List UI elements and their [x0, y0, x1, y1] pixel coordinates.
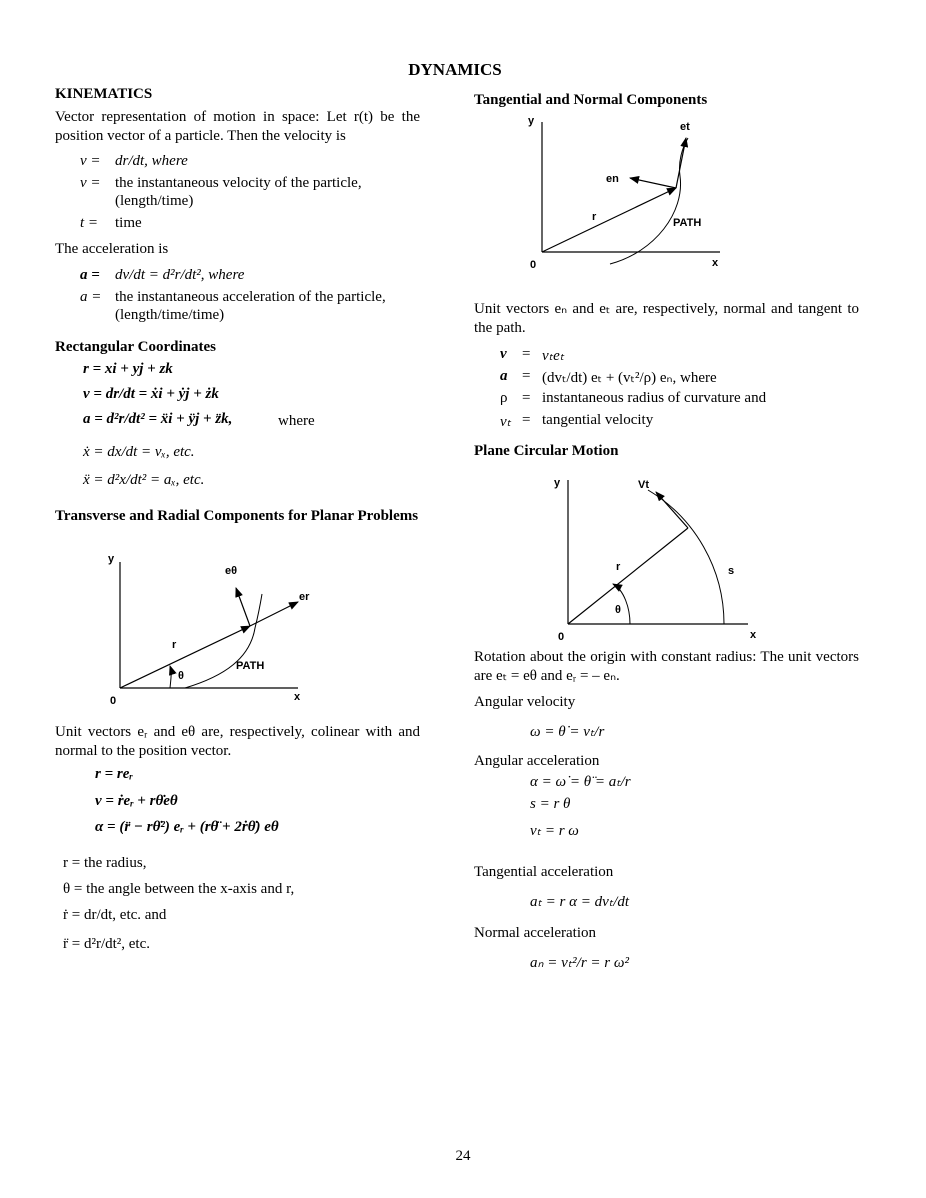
en-vector — [630, 178, 676, 188]
def-symbol-value: v — [500, 346, 507, 362]
def-symbol-value: a — [500, 368, 508, 384]
ang-vel-label: Angular velocity — [474, 694, 576, 710]
etheta-vector — [236, 588, 250, 626]
note-radius: r = the radius, — [63, 855, 147, 871]
en-label: en — [606, 173, 619, 185]
path-curve — [185, 594, 265, 688]
def-row — [80, 153, 101, 170]
x-label: x — [294, 691, 301, 703]
def-symbol: a = — [80, 289, 102, 305]
transverse-eq-v: v = ṙeᵣ + rθ̇eθ — [95, 793, 178, 809]
arc-length-eq: s = r θ — [530, 796, 571, 812]
accel-intro: The acceleration is — [55, 241, 169, 257]
circular-heading: Plane Circular Motion — [474, 443, 619, 459]
r-label: r — [616, 561, 621, 573]
path-label: PATH — [236, 660, 265, 672]
note-rddot: r̈ = d²r/dt², etc. — [63, 936, 151, 952]
y-label: y — [528, 115, 535, 127]
def-text — [542, 346, 564, 365]
page-title: DYNAMICS — [408, 60, 502, 79]
theta-label: θ — [615, 604, 621, 616]
rect-eq-xdot: ẋ = dx/dt = vₓ, etc. — [83, 444, 195, 460]
et-label: et — [680, 121, 690, 133]
def-symbol: a = — [80, 267, 100, 283]
kinematics-heading: KINEMATICS — [55, 86, 153, 102]
def-symbol — [500, 346, 507, 363]
circle-arc — [648, 490, 724, 624]
def-equals: = — [522, 412, 531, 428]
origin-label: 0 — [110, 695, 117, 707]
r-label: r — [592, 211, 597, 223]
theta-label: θ — [178, 670, 184, 682]
def-row — [80, 289, 101, 306]
def-text: time — [115, 215, 142, 231]
x-label: x — [712, 257, 719, 269]
x-label: x — [750, 629, 757, 641]
ang-vel-eq: ω = θ̇ = vₜ/r — [530, 724, 605, 740]
def-text-value: vₜeₜ — [542, 348, 565, 364]
def-symbol — [500, 368, 508, 385]
rect-eq-velocity: v = dr/dt = ẋi + ẏj + żk — [83, 386, 219, 402]
position-vector — [120, 626, 250, 688]
origin-label: 0 — [558, 631, 565, 642]
er-vector — [250, 602, 298, 626]
ang-acc-label: Angular acceleration — [474, 753, 600, 769]
circular-desc: Rotation about the origin with constant radius: The unit vectors are eₜ = eθ and eᵣ = – eₙ. — [474, 649, 859, 684]
def-symbol: ρ — [500, 390, 508, 406]
def-equals: = — [522, 346, 531, 362]
def-text: instantaneous radius of curvature and — [542, 390, 767, 406]
theta-arc — [170, 666, 171, 688]
vt-label: Vt — [638, 479, 649, 491]
transverse-desc: Unit vectors eᵣ and eθ are, respectively, colinear with and normal to the position vector. — [55, 724, 420, 759]
def-text-value: dv/dt = d²r/dt², where — [115, 267, 245, 283]
def-symbol-value: vₜ — [500, 414, 512, 430]
def-symbol — [500, 412, 511, 431]
def-symbol: v = — [80, 153, 101, 169]
rect-eq-xddot: ẍ = d²x/dt² = aₓ, etc. — [83, 472, 205, 488]
def-equals: = — [522, 368, 531, 384]
def-equals: = — [522, 390, 531, 406]
tangential-velocity-eq: vₜ = r ω — [530, 823, 579, 839]
etheta-label: eθ — [225, 565, 238, 577]
def-row — [80, 215, 98, 232]
def-text: tangential velocity — [542, 412, 654, 428]
def-symbol: v = — [80, 175, 101, 191]
def-row — [80, 267, 100, 284]
r-label: r — [172, 639, 177, 651]
rect-eq-position: r = xi + yj + zk — [83, 361, 173, 377]
norm-acc-label: Normal acceleration — [474, 925, 597, 941]
transverse-radial-diagram — [100, 548, 320, 708]
vt-vector — [656, 492, 688, 528]
er-label: er — [299, 591, 310, 603]
tangential-normal-diagram — [520, 112, 750, 272]
def-text: the instantaneous velocity of the particle, — [115, 175, 362, 191]
tangential-heading: Tangential and Normal Components — [474, 92, 708, 108]
kinematics-intro: Vector representation of motion in space: Let r(t) be the position vector of a particle. Then the velocity is — [55, 109, 420, 144]
transverse-eq-alpha: α = (r̈ − rθ̇²) eᵣ + (rθ̈ + 2ṙθ̇) eθ — [95, 819, 279, 835]
def-text: the instantaneous acceleration of the particle, — [115, 289, 386, 305]
path-label: PATH — [673, 217, 702, 229]
def-symbol: t = — [80, 215, 99, 231]
def-text-value: dr/dt, where — [115, 153, 188, 169]
origin-label: 0 — [530, 259, 537, 271]
page-number: 24 — [455, 1148, 471, 1164]
def-text — [115, 267, 244, 284]
y-label: y — [554, 477, 561, 489]
tangential-desc: Unit vectors eₙ and eₜ are, respectively, normal and tangent to the path. — [474, 301, 859, 336]
def-row — [80, 175, 101, 192]
tan-acc-label: Tangential acceleration — [474, 864, 614, 880]
note-rdot: ṙ = dr/dt, etc. and — [63, 907, 167, 923]
s-label: s — [728, 565, 735, 577]
rect-heading: Rectangular Coordinates — [55, 339, 216, 355]
transverse-heading: Transverse and Radial Components for Planar Problems — [55, 508, 419, 524]
y-label: y — [108, 553, 115, 565]
circular-motion-diagram — [548, 472, 768, 642]
note-theta: θ = the angle between the x-axis and r, — [63, 881, 295, 897]
def-text: (length/time/time) — [115, 307, 225, 323]
def-text — [115, 153, 188, 170]
rect-where: where — [278, 413, 315, 429]
transverse-eq-r: r = reᵣ — [95, 766, 133, 782]
rect-eq-acceleration: a = d²r/dt² = ẍi + ÿj + z̈k, — [83, 411, 233, 427]
def-text: (dvₜ/dt) eₜ + (vₜ²/ρ) eₙ, where — [542, 370, 717, 386]
norm-acc-eq: aₙ = vₜ²/r = r ω² — [530, 955, 629, 971]
position-vector — [542, 188, 676, 252]
ang-acc-eq: α = ω̇ = θ̈ = aₜ/r — [530, 774, 631, 790]
tan-acc-eq: aₜ = r α = dvₜ/dt — [530, 894, 630, 910]
def-text: (length/time) — [115, 193, 194, 209]
